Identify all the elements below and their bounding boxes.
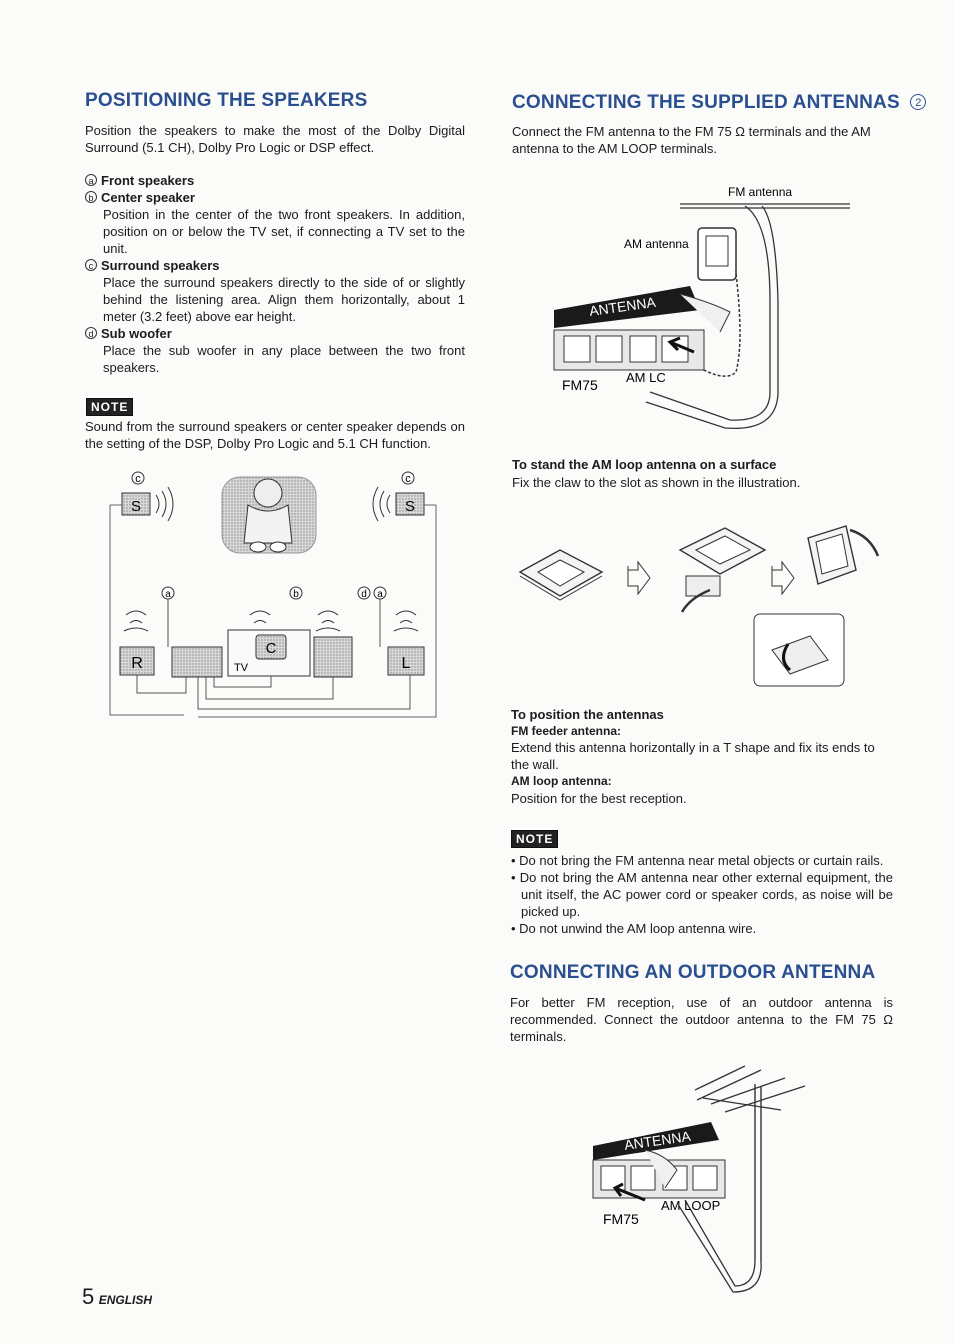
speaker-item-surround: c Surround speakers (85, 257, 465, 274)
heading-supplied-antennas: CONNECTING THE SUPPLIED ANTENNAS 2 (512, 92, 930, 114)
antennas-intro: Connect the FM antenna to the FM 75 Ω terminals and the AM antenna to the AM LOOP terminals. (512, 124, 871, 156)
panel-antenna-text: ANTENNA (588, 293, 657, 319)
stand-am-loop-text: Fix the claw to the slot as shown in the illustration. (512, 475, 801, 490)
page-footer (82, 1284, 152, 1310)
marker-d: d (85, 327, 97, 339)
label-tv: TV (234, 662, 249, 674)
note-badge-right: NOTE (511, 830, 558, 848)
loop-antenna-flat (520, 550, 602, 600)
label-c: C (265, 640, 277, 657)
antenna-notes-list (511, 852, 893, 937)
speaker-layout-diagram (108, 465, 443, 725)
marker-d-sub: d (361, 589, 367, 600)
arrow-icon-1 (628, 562, 650, 594)
note-item: • Do not unwind the AM loop antenna wire. (511, 921, 757, 936)
label-s-right: S (404, 498, 416, 515)
marker-c: c (85, 259, 97, 271)
panel-antenna-text-outdoor: ANTENNA (623, 1127, 692, 1153)
am-loop-stand-figure (510, 520, 895, 690)
outdoor-antenna-text: For better FM reception, use of an outdoor antenna is recommended. Connect the outdoor antenna to the FM 75 Ω terminals. (510, 995, 893, 1044)
label-r: R (131, 655, 143, 672)
fm75-terminal-label: FM75 (562, 377, 598, 393)
positioning-intro: Position the speakers to make the most of the Dolby Digital Surround (5.1 CH), Dolby Pro Logic or DSP effect. (85, 123, 465, 155)
speaker-item-front: a Front speakers (85, 172, 465, 189)
marker-a-right: a (377, 589, 383, 600)
outdoor-antenna-figure (585, 1060, 815, 1300)
subwoofer-text: Place the sub woofer in any place between the two front speakers. (103, 343, 465, 375)
marker-a-left: a (165, 589, 171, 600)
heading-positioning-speakers: POSITIONING THE SPEAKERS (85, 90, 368, 111)
speaker-item-center: b Center speaker (85, 189, 465, 206)
note-text-left: Sound from the surround speakers or center speaker depends on the setting of the DSP, Dolby Pro Logic and 5.1 CH function. (85, 419, 465, 451)
amplifier-unit (172, 647, 222, 677)
marker-c-left: c (135, 473, 141, 485)
center-speaker-text: Position in the center of the two front speakers. In addition, position on or below the TV set, if connecting a TV set to the unit. (103, 207, 465, 256)
footer-language: ENGLISH (98, 1293, 153, 1307)
position-antennas-title: To position the antennas (511, 707, 664, 722)
subwoofer (314, 637, 352, 677)
label-l: L (401, 655, 411, 672)
stand-am-loop-title: To stand the AM loop antenna on a surface (512, 457, 777, 472)
label-s-left: S (130, 498, 142, 515)
fm-antenna-label: FM antenna (728, 185, 793, 199)
am-antenna-label: AM antenna (624, 237, 689, 251)
am-loop-title: AM loop antenna: (511, 774, 612, 788)
am-terminal-label: AM LC (626, 370, 666, 385)
heading-marker-2: 2 (910, 94, 926, 110)
loop-antenna-standing (754, 526, 878, 686)
fm75-terminal-label-outdoor: FM75 (603, 1211, 639, 1227)
arrow-icon-2 (772, 562, 794, 594)
note-item: • Do not bring the FM antenna near metal objects or curtain rails. (511, 853, 884, 868)
surround-speaker-text: Place the surround speakers directly to the side of or slightly behind the listening area. Align them horizontally, about 1 meter (3.2 feet) above ear height. (103, 275, 465, 324)
marker-b: b (85, 191, 97, 203)
am-loop-terminal-label-outdoor: AM LOOP (661, 1198, 721, 1213)
antenna-connection-figure (530, 182, 860, 432)
fm-feeder-title: FM feeder antenna: (511, 724, 622, 738)
listener-head-icon (254, 479, 282, 507)
marker-a: a (85, 174, 97, 186)
am-loop-text: Position for the best reception. (511, 791, 687, 806)
page-number: 5 (82, 1284, 95, 1309)
speaker-list (85, 172, 465, 376)
marker-c-right: c (405, 473, 411, 485)
note-badge-left: NOTE (86, 398, 133, 416)
marker-b-center: b (293, 589, 299, 600)
loop-antenna-folding (680, 528, 765, 612)
heading-outdoor-antenna: CONNECTING AN OUTDOOR ANTENNA (510, 962, 876, 983)
note-item: • Do not bring the AM antenna near other external equipment, the unit itself, the AC power cord or speaker cords, as noise will be picked up. (511, 870, 893, 919)
fm-feeder-text: Extend this antenna horizontally in a T shape and fix its ends to the wall. (511, 740, 875, 772)
speaker-item-subwoofer: d Sub woofer (85, 325, 465, 342)
